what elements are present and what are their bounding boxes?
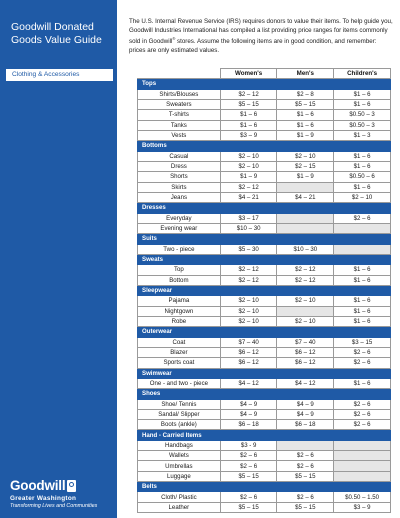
item-name: Coat	[138, 337, 221, 347]
price-mens: $2 – 10	[277, 296, 334, 306]
price-womens: $2 – 10	[220, 151, 277, 161]
price-womens: $2 – 10	[220, 306, 277, 316]
item-name: Wallets	[138, 451, 221, 461]
table-row	[138, 409, 391, 419]
price-childrens: $2 – 6	[334, 399, 391, 409]
price-womens: $3 – 17	[220, 213, 277, 223]
goodwill-smile-icon	[67, 480, 76, 492]
price-childrens: $2 – 10	[334, 192, 391, 202]
price-mens: $7 – 40	[277, 337, 334, 347]
item-name: Evening wear	[138, 223, 221, 233]
price-childrens	[334, 223, 391, 233]
price-mens: $1 – 9	[277, 172, 334, 182]
price-childrens: $2 – 6	[334, 409, 391, 419]
price-childrens	[334, 244, 391, 254]
table-row	[138, 296, 391, 306]
table-row	[138, 440, 391, 450]
price-womens: $6 – 12	[220, 358, 277, 368]
section-title: Bottoms	[138, 141, 391, 151]
item-name: Vests	[138, 130, 221, 140]
section-header-row	[138, 430, 391, 440]
price-womens: $2 – 6	[220, 492, 277, 502]
price-womens: $5 – 15	[220, 502, 277, 512]
price-womens: $1 – 6	[220, 120, 277, 130]
item-name: Cloth/ Plastic	[138, 492, 221, 502]
price-womens: $2 – 6	[220, 461, 277, 471]
price-mens: $2 – 8	[277, 89, 334, 99]
price-womens: $3 – 9	[220, 130, 277, 140]
section-header-row	[138, 141, 391, 151]
item-name: Handbags	[138, 440, 221, 450]
price-mens: $2 – 10	[277, 151, 334, 161]
item-name: Shoe/ Tennis	[138, 399, 221, 409]
price-mens: $5 – 15	[277, 99, 334, 109]
price-mens: $4 – 12	[277, 378, 334, 388]
section-title: Belts	[138, 482, 391, 492]
table-header-row	[138, 69, 391, 79]
price-childrens: $3 – 9	[334, 502, 391, 512]
section-header-row	[138, 389, 391, 399]
section-header-row	[138, 327, 391, 337]
price-childrens: $1 – 6	[334, 378, 391, 388]
price-childrens: $1 – 6	[334, 275, 391, 285]
section-header-row	[138, 368, 391, 378]
price-womens: $7 – 40	[220, 337, 277, 347]
item-name: Umbrellas	[138, 461, 221, 471]
table-body	[138, 79, 391, 513]
price-childrens: $0.50 – 1.50	[334, 492, 391, 502]
table-row	[138, 110, 391, 120]
price-womens: $1 – 9	[220, 172, 277, 182]
intro-text-start: The U.S. Internal Revenue Service (IRS) requires donors to value their items. To help guide you, Goodwill Industries International has compiled a list providing price ranges for items commonly sold in Goodwill	[129, 18, 393, 46]
table-row	[138, 347, 391, 357]
section-title: Sweats	[138, 254, 391, 264]
price-womens: $5 – 30	[220, 244, 277, 254]
section-header-row	[138, 254, 391, 264]
item-name: Bottom	[138, 275, 221, 285]
item-name: Shirts/Blouses	[138, 89, 221, 99]
section-title: Tops	[138, 79, 391, 89]
table-row	[138, 130, 391, 140]
registered-mark: ®	[172, 36, 176, 42]
item-name: Sweaters	[138, 99, 221, 109]
item-name: Sports coat	[138, 358, 221, 368]
price-womens: $4 – 9	[220, 399, 277, 409]
price-womens: $2 – 12	[220, 275, 277, 285]
price-childrens: $2 – 6	[334, 420, 391, 430]
price-childrens	[334, 461, 391, 471]
section-header-row	[138, 203, 391, 213]
price-mens: $2 – 12	[277, 265, 334, 275]
price-mens: $2 – 15	[277, 161, 334, 171]
price-childrens: $1 – 6	[334, 89, 391, 99]
table-row	[138, 172, 391, 182]
table-row	[138, 378, 391, 388]
price-childrens: $0.50 – 3	[334, 110, 391, 120]
price-childrens: $0.50 – 6	[334, 172, 391, 182]
intro-paragraph	[129, 18, 393, 55]
header-mens: Men's	[277, 69, 334, 79]
section-title: Hand - Carried Items	[138, 430, 391, 440]
price-womens: $2 – 12	[220, 182, 277, 192]
table-row	[138, 213, 391, 223]
section-title: Dresses	[138, 203, 391, 213]
table-row	[138, 89, 391, 99]
price-mens: $6 – 18	[277, 420, 334, 430]
table-row	[138, 265, 391, 275]
section-title: Suits	[138, 234, 391, 244]
price-mens	[277, 223, 334, 233]
price-mens: $4 – 9	[277, 409, 334, 419]
price-childrens: $1 – 6	[334, 306, 391, 316]
price-womens: $2 – 10	[220, 316, 277, 326]
category-label: Clothing & Accessories	[6, 69, 113, 81]
guide-title: Goodwill Donated Goods Value Guide	[11, 21, 102, 46]
price-mens: $2 – 6	[277, 461, 334, 471]
price-childrens: $1 – 6	[334, 265, 391, 275]
header-childrens: Children's	[334, 69, 391, 79]
logo-subtitle: Greater Washington	[10, 495, 77, 502]
table-row	[138, 120, 391, 130]
price-womens: $5 – 15	[220, 99, 277, 109]
price-womens: $2 – 12	[220, 265, 277, 275]
item-name: Dress	[138, 161, 221, 171]
table-row	[138, 151, 391, 161]
price-mens: $5 – 15	[277, 471, 334, 481]
table-row	[138, 337, 391, 347]
price-womens: $2 – 10	[220, 161, 277, 171]
price-womens: $2 – 6	[220, 451, 277, 461]
item-name: One - and two - piece	[138, 378, 221, 388]
section-header-row	[138, 234, 391, 244]
table-row	[138, 399, 391, 409]
price-childrens: $2 – 6	[334, 358, 391, 368]
goodwill-logo	[10, 479, 115, 509]
price-womens: $4 – 21	[220, 192, 277, 202]
item-name: Luggage	[138, 471, 221, 481]
price-womens: $1 – 6	[220, 110, 277, 120]
table-row	[138, 471, 391, 481]
item-name: T-shirts	[138, 110, 221, 120]
table-row	[138, 275, 391, 285]
item-name: Robe	[138, 316, 221, 326]
price-womens: $4 – 12	[220, 378, 277, 388]
price-mens: $10 – 30	[277, 244, 334, 254]
logo-wordmark: Goodwill	[10, 478, 66, 493]
price-mens	[277, 182, 334, 192]
table-row	[138, 192, 391, 202]
logo-tagline: Transforming Lives and Communities	[10, 503, 98, 509]
table-row	[138, 420, 391, 430]
price-mens: $5 – 15	[277, 502, 334, 512]
item-name: Skirts	[138, 182, 221, 192]
item-name: Blazer	[138, 347, 221, 357]
item-name: Tanks	[138, 120, 221, 130]
price-childrens: $1 – 6	[334, 182, 391, 192]
section-header-row	[138, 79, 391, 89]
price-childrens: $1 – 6	[334, 161, 391, 171]
table-row	[138, 358, 391, 368]
price-mens: $2 – 6	[277, 492, 334, 502]
header-blank	[138, 69, 221, 79]
table-row	[138, 316, 391, 326]
table-row	[138, 244, 391, 254]
price-mens: $6 – 12	[277, 358, 334, 368]
price-childrens: $2 – 6	[334, 347, 391, 357]
price-childrens: $1 – 6	[334, 151, 391, 161]
price-mens: $6 – 12	[277, 347, 334, 357]
section-title: Shoes	[138, 389, 391, 399]
item-name: Everyday	[138, 213, 221, 223]
item-name: Top	[138, 265, 221, 275]
item-name: Boots (ankle)	[138, 420, 221, 430]
price-childrens: $0.50 – 3	[334, 120, 391, 130]
price-mens	[277, 306, 334, 316]
price-childrens	[334, 471, 391, 481]
price-womens: $3 - 9	[220, 440, 277, 450]
table-row	[138, 306, 391, 316]
price-childrens: $3 – 15	[334, 337, 391, 347]
price-mens: $2 – 12	[277, 275, 334, 285]
price-womens: $5 – 15	[220, 471, 277, 481]
table-row	[138, 492, 391, 502]
item-name: Nightgown	[138, 306, 221, 316]
table-row	[138, 182, 391, 192]
section-title: Swimwear	[138, 368, 391, 378]
price-mens: $2 – 6	[277, 451, 334, 461]
price-mens: $4 – 21	[277, 192, 334, 202]
price-childrens: $1 – 3	[334, 130, 391, 140]
price-womens: $2 – 12	[220, 89, 277, 99]
intro-text-end: stores. Assume the following items are in good condition, and remember: prices are only estimated values.	[129, 38, 377, 54]
section-title: Sleepwear	[138, 285, 391, 295]
price-womens: $2 – 10	[220, 296, 277, 306]
section-header-row	[138, 285, 391, 295]
price-womens: $6 – 12	[220, 347, 277, 357]
price-childrens: $1 – 6	[334, 296, 391, 306]
price-mens: $1 – 6	[277, 110, 334, 120]
price-childrens: $2 – 6	[334, 213, 391, 223]
item-name: Leather	[138, 502, 221, 512]
table-row	[138, 502, 391, 512]
price-womens: $6 – 18	[220, 420, 277, 430]
price-childrens: $1 – 6	[334, 316, 391, 326]
item-name: Two - piece	[138, 244, 221, 254]
table-row	[138, 461, 391, 471]
price-mens	[277, 440, 334, 450]
table-row	[138, 451, 391, 461]
item-name: Casual	[138, 151, 221, 161]
price-childrens	[334, 440, 391, 450]
price-womens: $4 – 9	[220, 409, 277, 419]
sidebar	[0, 0, 117, 518]
item-name: Jeans	[138, 192, 221, 202]
price-mens: $1 – 6	[277, 120, 334, 130]
item-name: Shorts	[138, 172, 221, 182]
table-row	[138, 161, 391, 171]
price-womens: $10 – 30	[220, 223, 277, 233]
price-mens: $2 – 10	[277, 316, 334, 326]
table-row	[138, 223, 391, 233]
header-womens: Women's	[220, 69, 277, 79]
item-name: Pajama	[138, 296, 221, 306]
section-title: Outerwear	[138, 327, 391, 337]
price-mens: $1 – 9	[277, 130, 334, 140]
price-childrens: $1 – 6	[334, 99, 391, 109]
table-row	[138, 99, 391, 109]
price-mens	[277, 213, 334, 223]
price-childrens	[334, 451, 391, 461]
price-mens: $4 – 9	[277, 399, 334, 409]
item-name: Sandal/ Slipper	[138, 409, 221, 419]
section-header-row	[138, 482, 391, 492]
value-guide-table	[137, 68, 391, 513]
